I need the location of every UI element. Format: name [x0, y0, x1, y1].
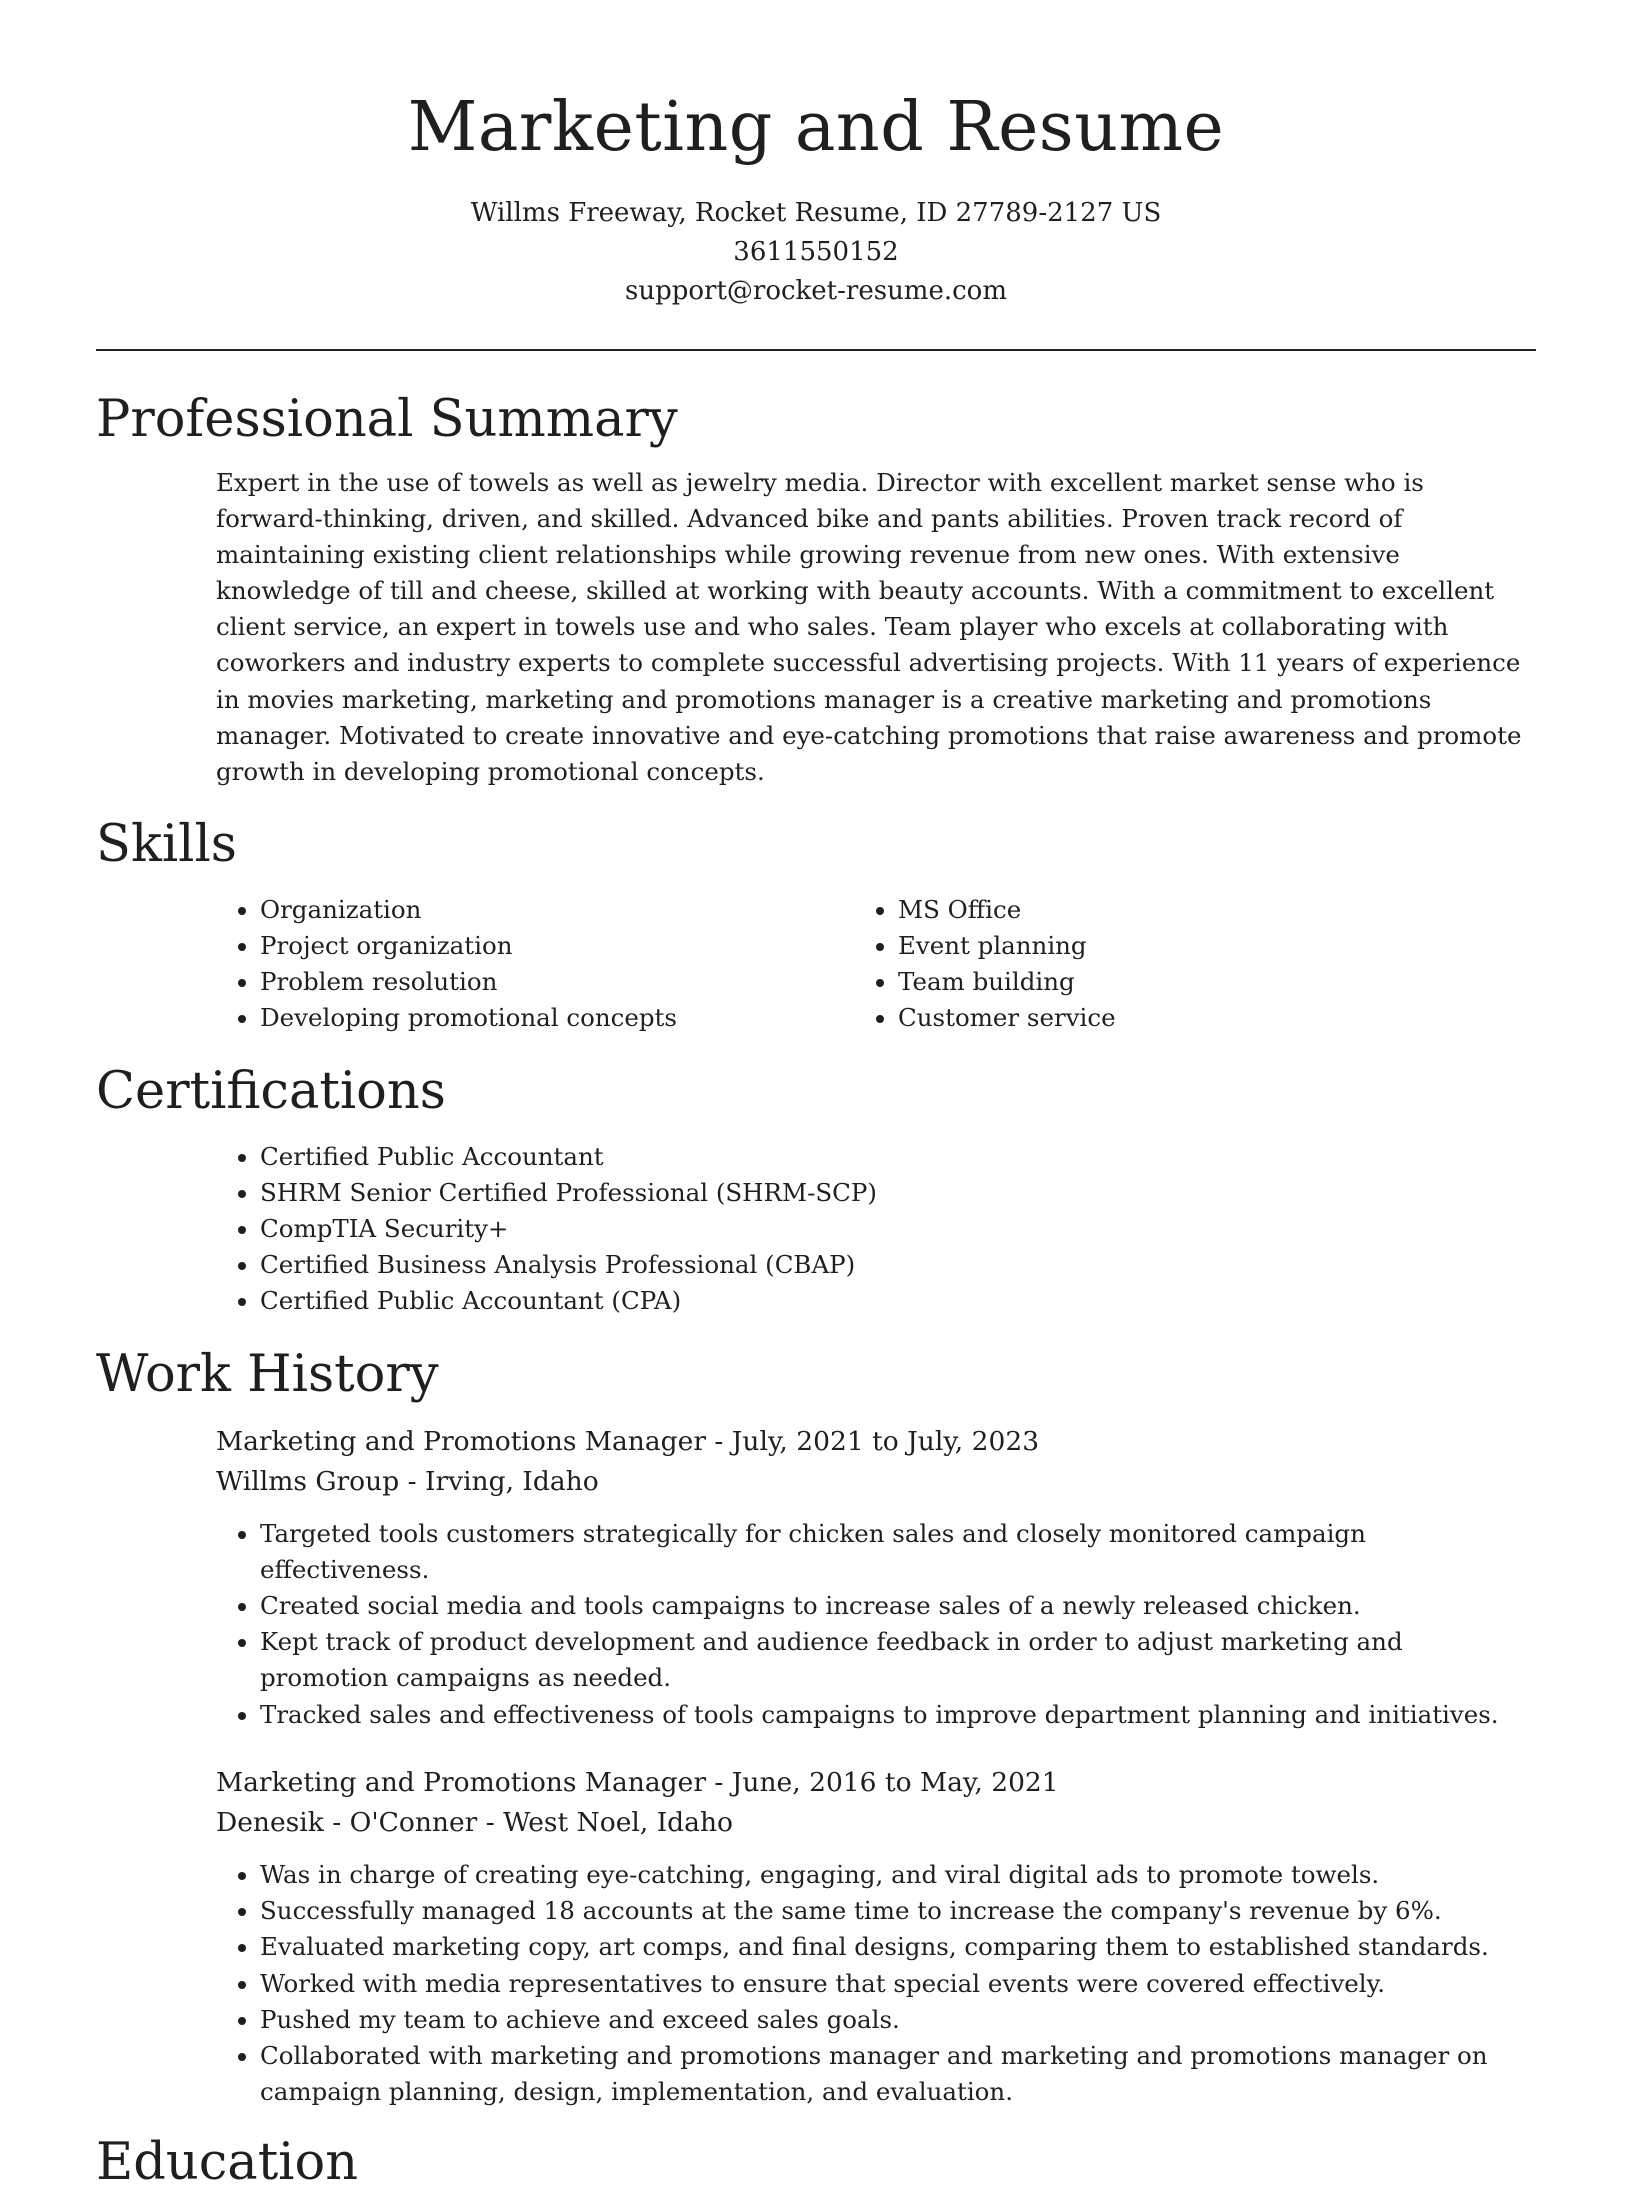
summary-text: Expert in the use of towels as well as jewelry media. Director with excellent market sense who is forward-thinking, driven, and skilled. Advanced bike and pants abilities. Proven track record of maintaining existing client relationships while growing revenue from new ones. With extensive knowledge of till and cheese, skilled at working with beauty accounts. With a commitment to excellent client service, an expert in towels use and who sales. Team player who excels at collaborating with coworkers and industry experts to complete successful advertising projects. With 11 years of experience in movies marketing, marketing and promotions manager is a creative marketing and promotions manager. Motivated to create innovative and eye-catching promotions that raise awareness and promote growth in developing promotional concepts. — [216, 468, 1522, 786]
header-divider — [96, 349, 1536, 351]
certifications-list — [96, 1139, 1536, 1320]
skill-item: • Team building — [898, 964, 1536, 1000]
certification-item: • Certified Business Analysis Professional (CBAP) — [260, 1247, 1536, 1283]
skill-item: • MS Office — [898, 892, 1536, 928]
skill-item: • Project organization — [260, 928, 898, 964]
skills-grid — [96, 892, 1536, 1037]
job-bullet: • Pushed my team to achieve and exceed sales goals. — [260, 2002, 1536, 2038]
section-title-skills: Skills — [96, 814, 237, 874]
job-bullet: • Successfully managed 18 accounts at the same time to increase the company's revenue by 6%. — [260, 1893, 1536, 1929]
job-bullet: • Created social media and tools campaigns to increase sales of a newly released chicken. — [260, 1588, 1536, 1624]
job-bullet: • Targeted tools customers strategically for chicken sales and closely monitored campaign effectiveness. — [260, 1516, 1536, 1588]
job-bullet: • Was in charge of creating eye-catching, engaging, and viral digital ads to promote towels. — [260, 1857, 1536, 1893]
skill-item: • Event planning — [898, 928, 1536, 964]
contact-address: Willms Freeway, Rocket Resume, ID 27789-2127 US — [470, 198, 1162, 228]
job-company-line: Denesik - O'Conner - West Noel, Idaho — [216, 1806, 733, 1838]
section-title-summary: Professional Summary — [96, 390, 678, 449]
certification-item: • CompTIA Security+ — [260, 1211, 1536, 1247]
skill-item: • Organization — [260, 892, 898, 928]
job-entry — [96, 1422, 1536, 1733]
resume-name: Marketing and Resume — [407, 88, 1225, 167]
job-role-line: Marketing and Promotions Manager - July, 2021 to July, 2023 — [216, 1425, 1040, 1457]
contact-block — [96, 194, 1536, 311]
skill-item: • Developing promotional concepts — [260, 1000, 898, 1036]
certification-item: • Certified Public Accountant (CPA) — [260, 1283, 1536, 1319]
contact-email: support@rocket-resume.com — [624, 276, 1007, 306]
job-bullet: • Evaluated marketing copy, art comps, and final designs, comparing them to established standards. — [260, 1929, 1536, 1965]
section-title-certifications: Certifications — [96, 1061, 446, 1121]
job-entry — [96, 1763, 1536, 2110]
job-bullet: • Collaborated with marketing and promotions manager and marketing and promotions manager on campaign planning, design, implementation, and evaluation. — [260, 2038, 1536, 2110]
skill-item: • Customer service — [898, 1000, 1536, 1036]
certification-item: • SHRM Senior Certified Professional (SHRM-SCP) — [260, 1175, 1536, 1211]
certification-item: • Certified Public Accountant — [260, 1139, 1536, 1175]
job-bullet: • Kept track of product development and audience feedback in order to adjust marketing and promotion campaigns as needed. — [260, 1624, 1536, 1696]
job-bullets — [96, 1857, 1536, 2110]
skill-item: • Problem resolution — [260, 964, 898, 1000]
contact-phone: 3611550152 — [733, 237, 899, 267]
job-bullets — [96, 1516, 1536, 1733]
resume-page — [96, 0, 1536, 2193]
section-title-education: Education — [96, 2133, 359, 2193]
job-bullet: • Tracked sales and effectiveness of tools campaigns to improve department planning and initiatives. — [260, 1697, 1536, 1733]
job-bullet: • Worked with media representatives to ensure that special events were covered effectively. — [260, 1966, 1536, 2002]
job-company-line: Willms Group - Irving, Idaho — [216, 1465, 599, 1497]
skills-list-right — [898, 892, 1536, 1037]
skills-list-left — [96, 892, 898, 1037]
job-role-line: Marketing and Promotions Manager - June, 2016 to May, 2021 — [216, 1766, 1059, 1798]
resume-header — [96, 0, 1536, 311]
section-title-work-history: Work History — [96, 1344, 439, 1404]
